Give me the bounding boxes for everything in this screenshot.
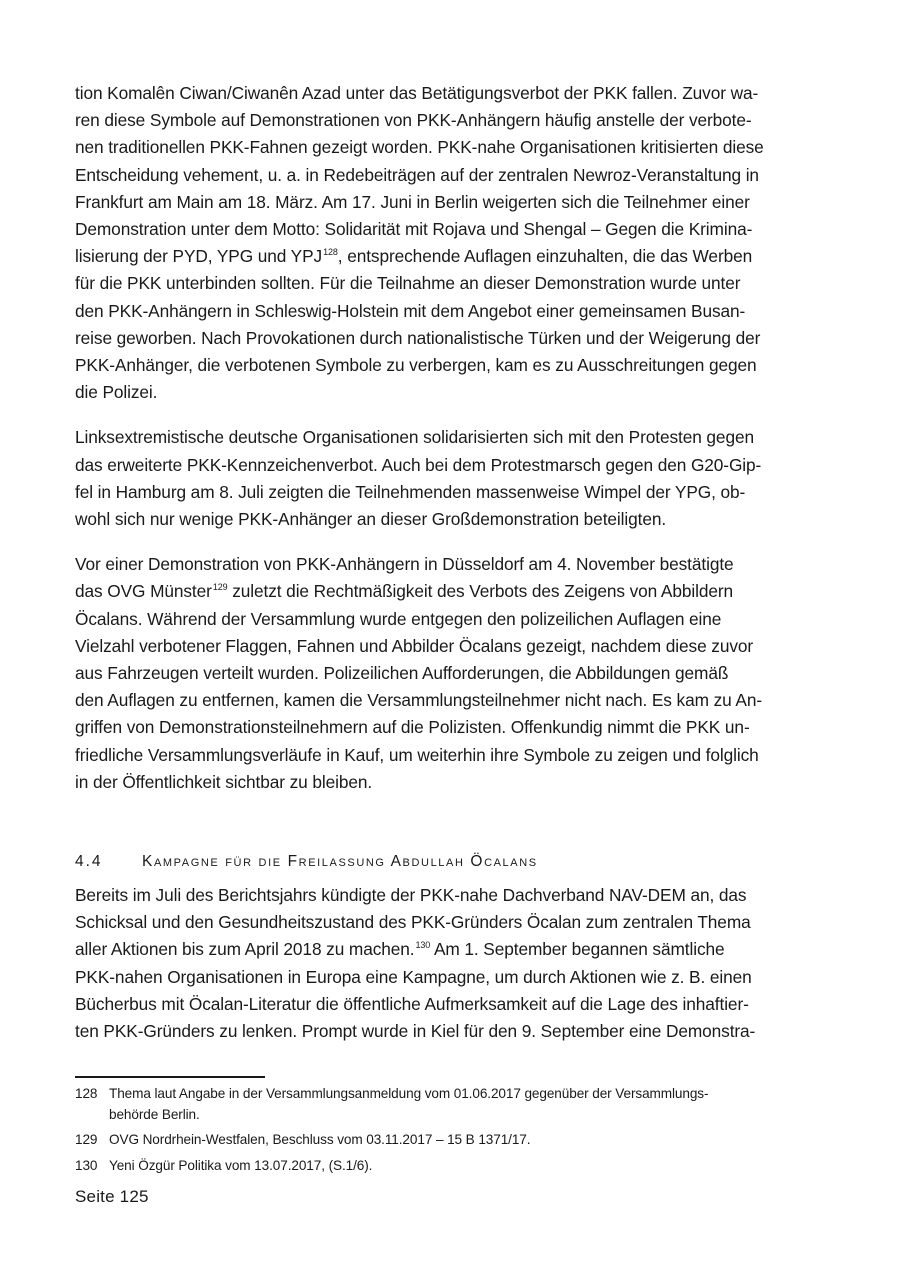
paragraph-2 xyxy=(75,424,827,533)
text-line: Entscheidung vehement, u. a. in Redebeiträgen auf der zentralen Newroz-Veranstaltung in xyxy=(75,164,759,185)
footnote-line: Thema laut Angabe in der Versammlungsanmeldung vom 01.06.2017 gegenüber der Versammlungs- xyxy=(109,1086,709,1101)
text-line: den Auflagen zu entfernen, kamen die Versammlungsteilnehmer nicht nach. Es kam zu An- xyxy=(75,690,762,711)
text-line: friedliche Versammlungsverläufe in Kauf, um weiterhin ihre Symbole zu zeigen und folglich xyxy=(75,744,759,765)
text-line: PKK-Anhänger, die verbotenen Symbole zu verbergen, kam es zu Ausschreitungen gegen xyxy=(75,355,757,376)
text-line: Demonstration unter dem Motto: Solidarität mit Rojava und Shengal – Gegen die Krimina- xyxy=(75,219,753,240)
paragraph-3 xyxy=(75,551,827,796)
section-title: Kampagne für die Freilassung Abdullah Öcalans xyxy=(142,853,538,871)
text-fragment: Am 1. September begannen sämtliche xyxy=(430,939,725,960)
text-fragment: das OVG Münster xyxy=(75,581,212,602)
text-line: Schicksal und den Gesundheitszustand des PKK-Gründers Öcalan zum zentralen Thema xyxy=(75,912,751,933)
footnote-number: 129 xyxy=(75,1132,98,1147)
text-line: ten PKK-Gründers zu lenken. Prompt wurde in Kiel für den 9. September eine Demonstra- xyxy=(75,1021,756,1042)
body-text xyxy=(75,80,827,1045)
text-line: griffen von Demonstrationsteilnehmern auf die Polizisten. Offenkundig nimmt die PKK un- xyxy=(75,717,750,738)
text-line: Öcalans. Während der Versammlung wurde entgegen den polizeilichen Auflagen eine xyxy=(75,608,722,629)
footnote-ref-129[interactable]: 129 xyxy=(212,582,228,593)
text-line: Bereits im Juli des Berichtsjahrs kündigte der PKK-nahe Dachverband NAV-DEM an, das xyxy=(75,885,747,906)
footnotes xyxy=(75,1084,827,1181)
footnote-text xyxy=(109,1084,827,1125)
footnote-129 xyxy=(75,1130,827,1151)
text-fragment: lisierung der PYD, YPG und YPJ xyxy=(75,246,323,267)
text-line: Vor einer Demonstration von PKK-Anhängern in Düsseldorf am 4. November bestätigte xyxy=(75,554,734,575)
text-line xyxy=(75,936,827,963)
footnote-text: OVG Nordrhein-Westfalen, Beschluss vom 03.11.2017 – 15 B 1371/17. xyxy=(109,1132,531,1147)
footnote-ref-130[interactable]: 130 xyxy=(415,940,431,951)
text-line: tion Komalên Ciwan/Ciwanên Azad unter das Betätigungsverbot der PKK fallen. Zuvor wa- xyxy=(75,83,759,103)
footnote-divider xyxy=(75,1076,265,1078)
text-line: fel in Hamburg am 8. Juli zeigten die Teilnehmenden massenweise Wimpel der YPG, ob- xyxy=(75,481,746,502)
footnote-line: behörde Berlin. xyxy=(109,1106,200,1122)
footnote-number: 130 xyxy=(75,1157,98,1173)
text-line: aus Fahrzeugen verteilt wurden. Polizeilichen Aufforderungen, die Abbildungen gemäß xyxy=(75,663,729,684)
text-line: für die PKK unterbinden sollten. Für die Teilnahme an dieser Demonstration wurde unter xyxy=(75,273,741,294)
text-line: in der Öffentlichkeit sichtbar zu bleiben. xyxy=(75,771,373,792)
text-line: Vielzahl verbotener Flaggen, Fahnen und Abbilder Öcalans gezeigt, nachdem diese zuvor xyxy=(75,635,754,656)
page-number: Seite 125 xyxy=(75,1187,149,1206)
page-body xyxy=(75,80,827,1045)
section-number: 4.4 xyxy=(75,853,103,871)
text-fragment: aller Aktionen bis zum April 2018 zu machen. xyxy=(75,939,415,960)
text-line: reise geworben. Nach Provokationen durch nationalistische Türken und der Weigerung der xyxy=(75,327,761,348)
text-line: ren diese Symbole auf Demonstrationen von PKK-Anhängern häufig anstelle der verbote- xyxy=(75,110,752,131)
paragraph-1 xyxy=(75,80,827,406)
text-line: Linksextremistische deutsche Organisationen solidarisierten sich mit den Protesten gegen xyxy=(75,427,754,448)
text-line xyxy=(75,243,827,270)
footnote-128 xyxy=(75,1084,827,1125)
text-line xyxy=(75,578,827,605)
text-line: Bücherbus mit Öcalan-Literatur die öffentliche Aufmerksamkeit auf die Lage des inhaftier- xyxy=(75,993,749,1014)
paragraph-4 xyxy=(75,882,827,1045)
text-line: Frankfurt am Main am 18. März. Am 17. Juni in Berlin weigerten sich die Teilnehmer einer xyxy=(75,191,750,212)
footnote-130 xyxy=(75,1156,827,1177)
text-fragment: , entsprechende Auflagen einzuhalten, die das Werben xyxy=(337,246,753,267)
section-heading xyxy=(75,848,827,875)
footnote-ref-128[interactable]: 128 xyxy=(323,247,338,258)
text-line: die Polizei. xyxy=(75,382,158,403)
footnote-text: Yeni Özgür Politika vom 13.07.2017, (S.1/6). xyxy=(109,1157,373,1173)
text-line: den PKK-Anhängern in Schleswig-Holstein mit dem Angebot einer gemeinsamen Busan- xyxy=(75,300,746,321)
text-line: nen traditionellen PKK-Fahnen gezeigt worden. PKK-nahe Organisationen kritisierten diese xyxy=(75,137,764,158)
text-line: PKK-nahen Organisationen in Europa eine Kampagne, um durch Aktionen wie z. B. einen xyxy=(75,966,752,987)
footnote-number: 128 xyxy=(75,1086,98,1101)
text-fragment: zuletzt die Rechtmäßigkeit des Verbots des Zeigens von Abbildern xyxy=(227,581,734,602)
text-line: das erweiterte PKK-Kennzeichenverbot. Auch bei dem Protestmarsch gegen den G20-Gip- xyxy=(75,454,762,475)
text-line: wohl sich nur wenige PKK-Anhänger an dieser Großdemonstration beteiligten. xyxy=(75,509,667,530)
